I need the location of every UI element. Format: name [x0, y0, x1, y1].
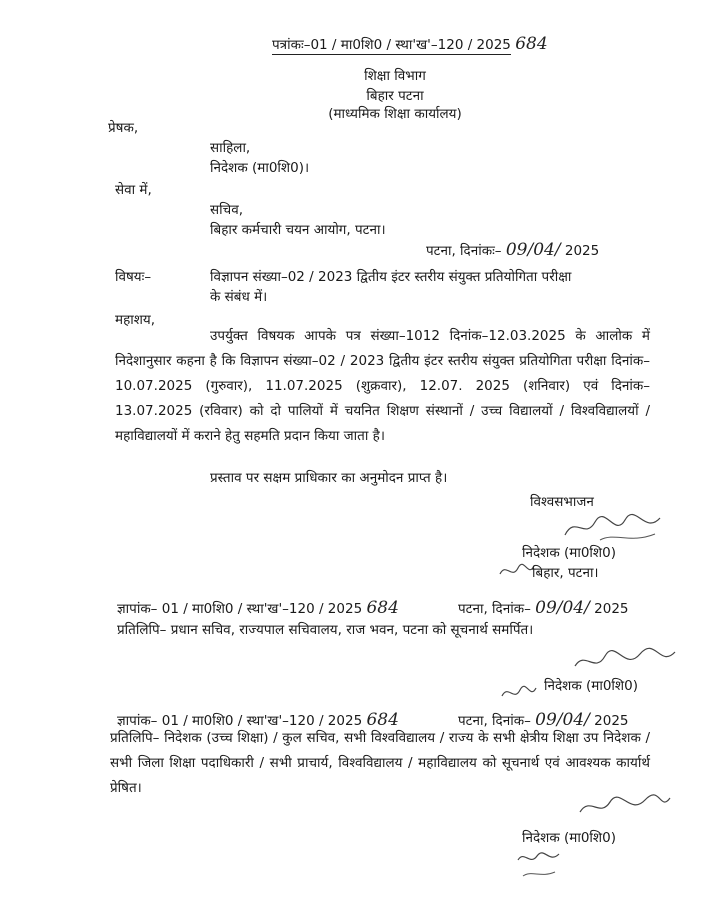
- memo2-number: 684: [366, 710, 399, 730]
- closing-place: बिहार, पटना।: [532, 565, 599, 581]
- city-name: बिहार पटना: [366, 88, 424, 104]
- date-year: 2025: [564, 243, 600, 259]
- memo1-year: 2025: [594, 601, 629, 617]
- recipient-title: सचिव,: [210, 202, 243, 218]
- subject-line-1: विज्ञापन संख्या–02 / 2023 द्वितीय इंटर स्तरीय संयुक्त प्रतियोगिता परीक्षा: [210, 269, 572, 285]
- sender-label: प्रेषक,: [108, 120, 139, 136]
- closing-faithfully: विश्वसभाजन: [530, 494, 594, 510]
- date-prefix: पटना, दिनांकः–: [426, 243, 502, 259]
- letter-number-prefix: पत्रांकः–01 / मा0शि0 / स्था'ख'–120 / 2025: [272, 37, 511, 53]
- body-paragraph-2: प्रस्ताव पर सक्षम प्राधिकार का अनुमोदन प्राप्त है।: [210, 470, 448, 486]
- closing-designation: निदेशक (मा0शि0): [522, 545, 616, 561]
- letter-number-handwritten: 684: [515, 34, 548, 54]
- memo1-signatory: निदेशक (मा0शि0): [544, 678, 638, 694]
- recipient-label: सेवा में,: [115, 182, 152, 198]
- memo2-year: 2025: [594, 713, 629, 729]
- salutation: महाशय,: [115, 312, 156, 328]
- memo2-initials: [515, 848, 565, 882]
- sender-name: साहिला,: [210, 140, 251, 156]
- memo1-date: 09/04/: [535, 598, 590, 618]
- dept-name: शिक्षा विभाग: [364, 68, 426, 84]
- memo1-copy-to: प्रतिलिपि– प्रधान सचिव, राज्यपाल सचिवालय, राज भवन, पटना को सूचनार्थ समर्पित।: [117, 622, 534, 638]
- memo2-date-prefix: पटना, दिनांक–: [458, 713, 531, 729]
- body-paragraph-1: उपर्युक्त विषयक आपके पत्र संख्या–1012 दिनांक–12.03.2025 के आलोक में निदेशानुसार कहना है कि विज्ञापन संख्या–02 / 2023 द्वितीय इंटर स्तरीय संयुक्त प्रतियोगिता परीक्षा दिनांक–10.07.2025 (गुरुवार), 11.07.2025 (शुक्रवार), 12.07. 2025 (शनिवार) एवं दिनांक–13.07.2025 (रविवार) को दो पालियों में चयनित शिक्षण संस्थानों / उच्च विद्यालयों / विश्वविद्यालयों / महाविद्यालयों में कराने हेतु सहमति प्रदान किया जाता है।: [115, 328, 650, 444]
- memo1-number-line: [117, 598, 399, 618]
- date-handwritten: 09/04/: [505, 240, 561, 260]
- memo1-prefix: ज्ञापांक– 01 / मा0शि0 / स्था'ख'–120 / 2025: [117, 601, 363, 617]
- memo2-copy-to: प्रतिलिपि– निदेशक (उच्च शिक्षा) / कुल सचिव, सभी विश्वविद्यालय / राज्य के सभी क्षेत्रीय शिक्षा उप निदेशक / सभी जिला शिक्षा पदाधिकारी / सभी प्राचार्य, विश्वविद्यालय / महाविद्यालय को सूचनार्थ एवं आवश्यक कार्यार्थ प्रेषित।: [110, 730, 650, 796]
- memo1-initials: [500, 682, 540, 704]
- subject-label: विषयः–: [115, 269, 152, 285]
- date-line: [426, 240, 599, 260]
- sender-designation: निदेशक (मा0शि0)।: [210, 160, 310, 176]
- memo2-date: 09/04/: [535, 710, 590, 730]
- letter-number: [272, 34, 548, 54]
- subject-line-2: के संबंध में।: [210, 289, 268, 305]
- memo1-date-line: [458, 598, 629, 618]
- office-name: (माध्यमिक शिक्षा कार्यालय): [328, 106, 462, 122]
- memo1-date-prefix: पटना, दिनांक–: [458, 601, 531, 617]
- memo1-number: 684: [366, 598, 399, 618]
- memo2-prefix: ज्ञापांक– 01 / मा0शि0 / स्था'ख'–120 / 2025: [117, 713, 363, 729]
- memo2-signature: [575, 790, 675, 826]
- memo2-signatory: निदेशक (मा0शि0): [522, 830, 616, 846]
- recipient-org: बिहार कर्मचारी चयन आयोग, पटना।: [210, 222, 386, 238]
